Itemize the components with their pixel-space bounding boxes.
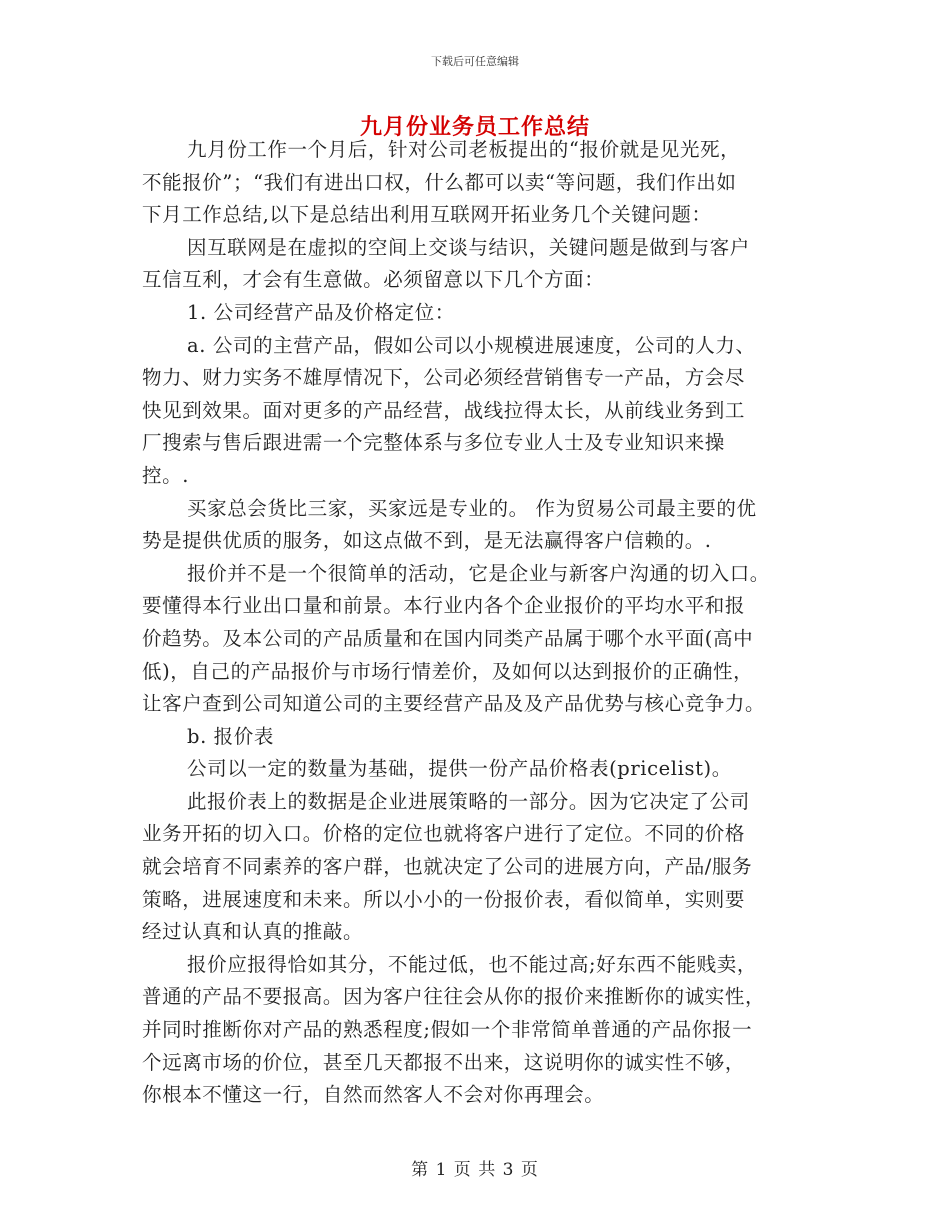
document-body xyxy=(142,134,810,1112)
paragraph-line: 厂搜索与售后跟进需一个完整体系与多位专业人士及专业知识来操 xyxy=(142,431,725,455)
paragraph-line: 报价应报得恰如其分，不能过低，也不能过高;好东西不能贱卖， xyxy=(187,952,757,976)
paragraph-line: 物力、财力实务不雄厚情况下，公司必须经营销售专一产品，方会尽 xyxy=(142,366,746,390)
paragraph-line: 互信互利，才会有生意做。必须留意以下几个方面： xyxy=(142,268,605,292)
paragraph-line: 并同时推断你对产品的熟悉程度;假如一个非常简单普通的产品你报一 xyxy=(142,1018,753,1042)
paragraph-line: 因互联网是在虚拟的空间上交谈与结识，关键问题是做到与客户 xyxy=(187,235,750,259)
paragraph-line: 势是提供优质的服务，如这点做不到，是无法赢得客户信赖的。. xyxy=(142,529,712,553)
paragraph-line: 下月工作总结,以下是总结出利用互联网开拓业务几个关键问题： xyxy=(142,203,712,227)
paragraph-line: 控。. xyxy=(142,463,189,487)
paragraph-line: a. 公司的主营产品，假如公司以小规模进展速度，公司的人力、 xyxy=(187,333,756,357)
page-header-note: 下载后可任意编辑 xyxy=(431,55,519,68)
paragraph-line: 价趋势。及本公司的产品质量和在国内同类产品属于哪个水平面(高中 xyxy=(142,626,754,650)
paragraph-line: 就会培育不同素养的客户群，也就决定了公司的进展方向，产品/服务 xyxy=(142,855,753,879)
paragraph-line: 此报价表上的数据是企业进展策略的一部分。因为它决定了公司 xyxy=(187,789,750,813)
paragraph-line: 个远离市场的价位，甚至几天都报不出来，这说明你的诚实性不够， xyxy=(142,1050,746,1074)
paragraph-line: 业务开拓的切入口。价格的定位也就将客户进行了定位。不同的价格 xyxy=(142,822,746,846)
section-heading: 1. 公司经营产品及价格定位： xyxy=(187,300,455,324)
paragraph-line: 要懂得本行业出口量和前景。本行业内各个企业报价的平均水平和报 xyxy=(142,594,746,618)
paragraph-line: 普通的产品不要报高。因为客户往往会从你的报价来推断你的诚实性， xyxy=(142,985,766,1009)
paragraph-line: 策略，进展速度和未来。所以小小的一份报价表，看似简单，实则要 xyxy=(142,887,746,911)
paragraph-line: 你根本不懂这一行，自然而然客人不会对你再理会。 xyxy=(142,1083,605,1107)
paragraph-line: 快见到效果。面对更多的产品经营，战线拉得太长，从前线业务到工 xyxy=(142,398,746,422)
paragraph-line: 低)，自己的产品报价与市场行情差价，及如何以达到报价的正确性， xyxy=(142,659,754,683)
paragraph-line: 买家总会货比三家，买家远是专业的。 作为贸易公司最主要的优 xyxy=(187,496,757,520)
paragraph-line: 让客户查到公司知道公司的主要经营产品及及产品优势与核心竞争力。 xyxy=(142,692,766,716)
paragraph-line: 九月份工作一个月后，针对公司老板提出的“报价就是见光死， xyxy=(187,138,741,161)
paragraph-line: 报价并不是一个很简单的活动，它是企业与新客户沟通的切入口。 xyxy=(187,561,770,585)
paragraph-line: 公司以一定的数量为基础，提供一份产品价格表(pricelist)。 xyxy=(187,757,732,781)
section-heading: b. 报价表 xyxy=(187,724,274,748)
paragraph-line: 经过认真和认真的推敲。 xyxy=(142,920,364,944)
paragraph-line: 不能报价”；“我们有进出口权，什么都可以卖“等问题，我们作出如 xyxy=(142,170,737,194)
document-title: 九月份业务员工作总结 xyxy=(359,114,590,140)
page-number: 第 1 页 共 3 页 xyxy=(411,1160,539,1180)
